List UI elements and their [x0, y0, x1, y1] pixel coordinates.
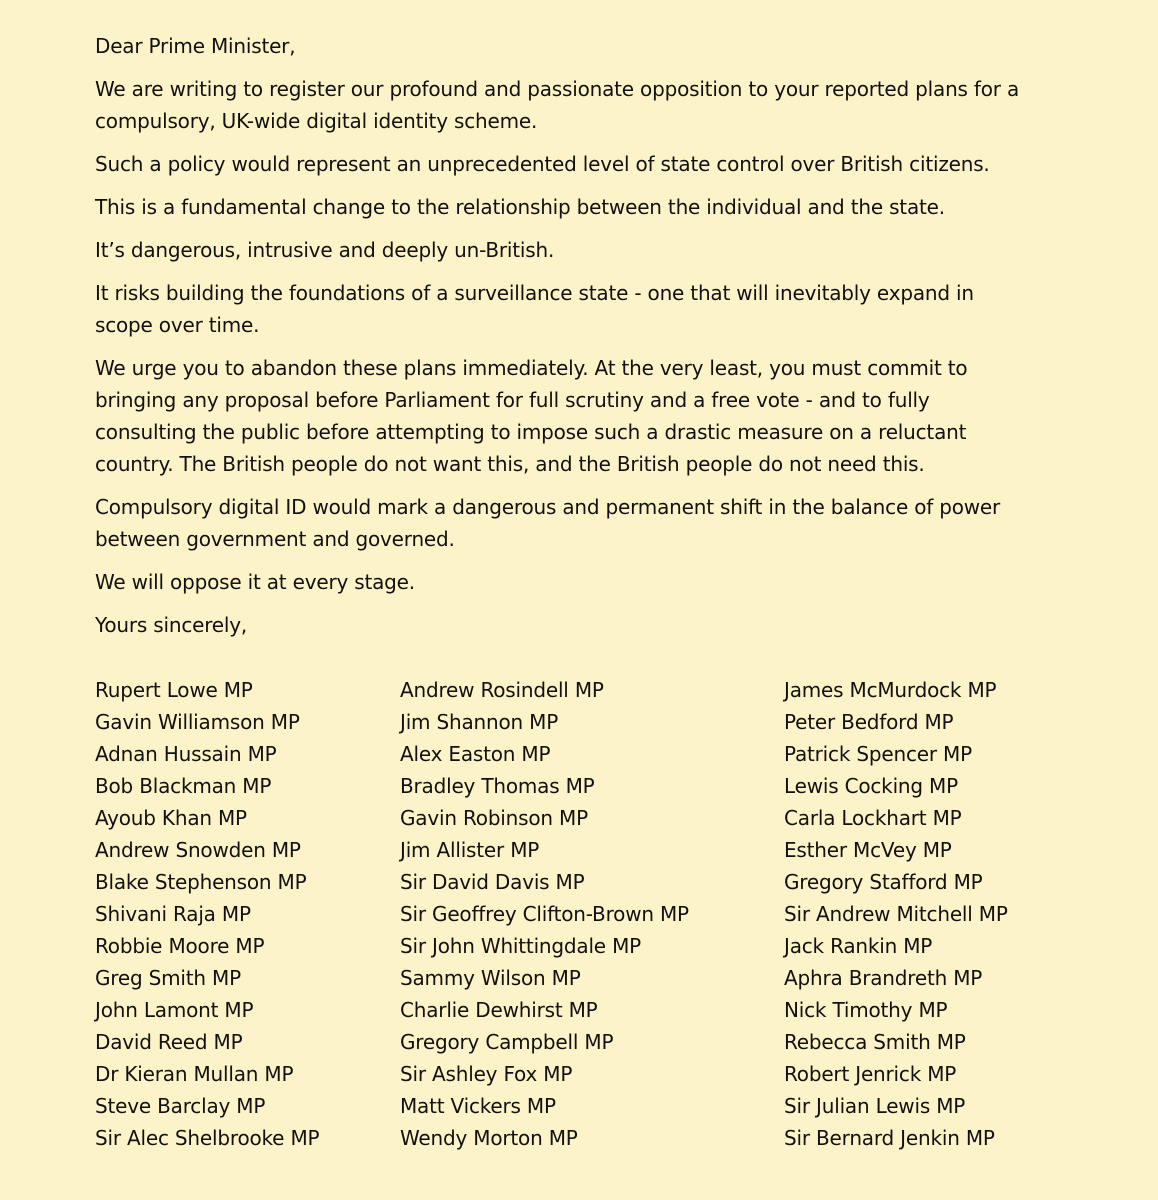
signatory-name: Carla Lockhart MP — [784, 806, 962, 830]
signatory-name: Gavin Robinson MP — [400, 806, 588, 830]
signatory-name: Andrew Rosindell MP — [400, 678, 604, 702]
signatory-name: Matt Vickers MP — [400, 1094, 556, 1118]
signatory-name: Sir Alec Shelbrooke MP — [95, 1126, 320, 1150]
letter-paragraph: Compulsory digital ID would mark a dangerous and permanent shift in the balance of power between government and governed. — [95, 495, 1001, 551]
signatory-name: Robert Jenrick MP — [784, 1062, 957, 1086]
signatory-name: Bob Blackman MP — [95, 774, 272, 798]
signatory-name: Sir David Davis MP — [400, 870, 585, 894]
signatory-column — [784, 674, 1008, 1154]
signatory-name: Charlie Dewhirst MP — [400, 998, 598, 1022]
signatory-name: Nick Timothy MP — [784, 998, 948, 1022]
closing: Yours sincerely, — [95, 613, 248, 637]
signatory-name: Jim Allister MP — [400, 838, 540, 862]
salutation: Dear Prime Minister, — [95, 34, 296, 58]
signatory-name: Esther McVey MP — [784, 838, 952, 862]
signatory-name: Ayoub Khan MP — [95, 806, 247, 830]
signatory-name: Robbie Moore MP — [95, 934, 265, 958]
signatory-name: James McMurdock MP — [784, 678, 997, 702]
signatory-name: Rebecca Smith MP — [784, 1030, 966, 1054]
letter-paragraph: We are writing to register our profound and passionate opposition to your reported plans for a compulsory, UK-wide digital identity scheme. — [95, 77, 1020, 133]
signatory-name: Patrick Spencer MP — [784, 742, 972, 766]
signatory-name: Andrew Snowden MP — [95, 838, 301, 862]
signatory-name: Sammy Wilson MP — [400, 966, 581, 990]
signatory-name: Shivani Raja MP — [95, 902, 251, 926]
signatory-name: Peter Bedford MP — [784, 710, 954, 734]
signatory-name: Jack Rankin MP — [784, 934, 933, 958]
signatory-name: Steve Barclay MP — [95, 1094, 266, 1118]
signatory-name: David Reed MP — [95, 1030, 243, 1054]
signatory-name: Gregory Campbell MP — [400, 1030, 614, 1054]
letter-paragraph: We urge you to abandon these plans immediately. At the very least, you must commit to bringing any proposal before Parliament for full scrutiny and a free vote - and to fully consulting the public before attempting to impose such a drastic measure on a reluctant country. The British people do not want this, and the British people do not need this. — [95, 356, 968, 476]
signatory-name: Gavin Williamson MP — [95, 710, 300, 734]
signatory-name: Sir Geoffrey Clifton-Brown MP — [400, 902, 689, 926]
signatory-name: John Lamont MP — [95, 998, 254, 1022]
signatory-name: Alex Easton MP — [400, 742, 551, 766]
signatory-name: Adnan Hussain MP — [95, 742, 277, 766]
signatory-name: Sir Andrew Mitchell MP — [784, 902, 1008, 926]
letter-paragraph: Such a policy would represent an unprecedented level of state control over British citizens. — [95, 152, 990, 176]
signatory-name: Jim Shannon MP — [400, 710, 559, 734]
signatory-name: Dr Kieran Mullan MP — [95, 1062, 294, 1086]
signatory-name: Wendy Morton MP — [400, 1126, 578, 1150]
letter-paragraph: It’s dangerous, intrusive and deeply un-British. — [95, 238, 555, 262]
signatory-name: Sir Ashley Fox MP — [400, 1062, 573, 1086]
signatory-name: Lewis Cocking MP — [784, 774, 958, 798]
signatory-column — [95, 674, 319, 1154]
signatory-column — [400, 674, 689, 1154]
letter-body — [95, 30, 1135, 652]
signatory-name: Sir John Whittingdale MP — [400, 934, 641, 958]
signatories-list — [0, 674, 1158, 1174]
signatory-name: Sir Julian Lewis MP — [784, 1094, 966, 1118]
signatory-name: Gregory Stafford MP — [784, 870, 983, 894]
signatory-name: Rupert Lowe MP — [95, 678, 253, 702]
signatory-name: Sir Bernard Jenkin MP — [784, 1126, 995, 1150]
signatory-name: Blake Stephenson MP — [95, 870, 307, 894]
signatory-name: Aphra Brandreth MP — [784, 966, 983, 990]
letter-paragraph: We will oppose it at every stage. — [95, 570, 415, 594]
letter-paragraph: This is a fundamental change to the relationship between the individual and the state. — [95, 195, 945, 219]
letter-paragraph: It risks building the foundations of a surveillance state - one that will inevitably expand in scope over time. — [95, 281, 974, 337]
signatory-name: Bradley Thomas MP — [400, 774, 595, 798]
signatory-name: Greg Smith MP — [95, 966, 241, 990]
